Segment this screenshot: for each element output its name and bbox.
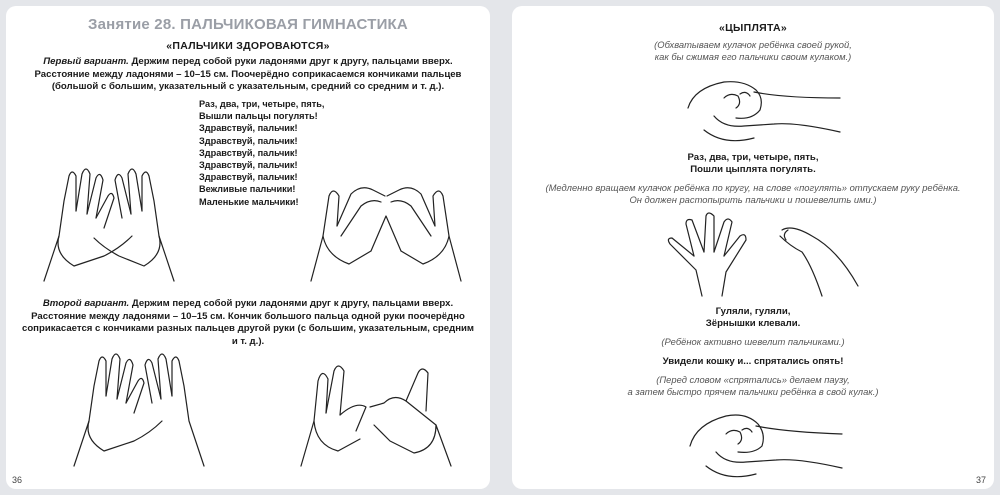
- poem-line: Здравствуй, пальчик!: [199, 172, 298, 183]
- lesson-title: Занятие 28. ПАЛЬЧИКОВАЯ ГИМНАСТИКА: [88, 16, 408, 33]
- poem-line: Здравствуй, пальчик!: [199, 147, 298, 158]
- poem-line: Вежливые пальчики!: [199, 184, 296, 195]
- note-line: (Обхватываем кулачок ребёнка своей рукой,: [654, 39, 852, 50]
- poem-line: Здравствуй, пальчик!: [199, 160, 298, 171]
- variant-1-label: Первый вариант.: [43, 56, 129, 67]
- note-line: (Перед словом «спрятались» делаем паузу,: [656, 374, 850, 385]
- hand-enclosing-fist-illustration: [684, 68, 844, 148]
- verse-line: Увидели кошку и... спрятались опять!: [662, 356, 844, 367]
- note-line: Он должен растопырить пальчики и пошевелить ими.): [629, 194, 877, 206]
- left-page: [6, 6, 490, 489]
- verse-line: Пошли цыплята погулять.: [690, 164, 816, 176]
- instruction-note: [512, 39, 994, 64]
- verse: [512, 306, 994, 331]
- poem-line: Раз, два, три, четыре, пять,: [199, 99, 325, 109]
- page-number: 37: [975, 475, 986, 485]
- hands-illustration-touching: [301, 156, 471, 286]
- poem-line: Вышли пальцы погулять!: [199, 111, 318, 122]
- instruction-note: (Ребёнок активно шевелит пальчиками.): [661, 336, 845, 347]
- variant-1-description: [20, 56, 476, 94]
- variant-2-label: Второй вариант.: [42, 298, 130, 309]
- poem-line: Здравствуй, пальчик!: [199, 123, 298, 134]
- exercise-title: «ЦЫПЛЯТА»: [718, 22, 788, 34]
- exercise-title: «ПАЛЬЧИКИ ЗДОРОВАЮТСЯ»: [166, 40, 330, 52]
- hands-illustration-variant-2-apart: [54, 341, 224, 471]
- note-line: а затем быстро прячем пальчики ребёнка в свой кулак.): [627, 386, 879, 398]
- page-number: 36: [12, 475, 23, 485]
- hand-enclosing-fist-illustration: [686, 402, 846, 482]
- verse-line: Гуляли, гуляли,: [715, 306, 791, 317]
- right-page: [512, 6, 994, 489]
- child-spread-fingers-illustration: [662, 210, 862, 300]
- verse-line: Раз, два, три, четыре, пять,: [687, 152, 819, 163]
- poem-line: Здравствуй, пальчик!: [199, 135, 298, 146]
- variant-1-text: Держим перед собой руки ладонями друг к другу, пальцами вверх. Расстояние между ладонями – 10–15 см. Поочерёдно соприкасаемся кончиками пальцев (большой с большим, указательный с указательным, средний со средним и т. д.).: [34, 56, 462, 92]
- note-line: как бы сжимая его пальчики своим кулаком.): [654, 51, 852, 63]
- instruction-note: [512, 182, 994, 207]
- verse-line: Зёрнышки клевали.: [705, 318, 801, 330]
- variant-2-text: Держим перед собой руки ладонями друг к другу, пальцами вверх. Расстояние между ладонями – 10–15 см. Кончик большого пальца одной руки поочерёдно соприкасается с кончиками разных пальцев другой руки (с большим, указательным, средним и т. д.).: [21, 298, 474, 347]
- hands-illustration-variant-2-touching: [286, 341, 466, 471]
- verse: [512, 152, 994, 177]
- note-line: (Медленно вращаем кулачок ребёнка по кругу, на слове «погулять» отпускаем руку ребёнка.: [545, 182, 961, 193]
- poem-line: Маленькие мальчики!: [199, 196, 299, 207]
- instruction-note: [512, 374, 994, 399]
- hands-illustration-apart: [24, 156, 194, 286]
